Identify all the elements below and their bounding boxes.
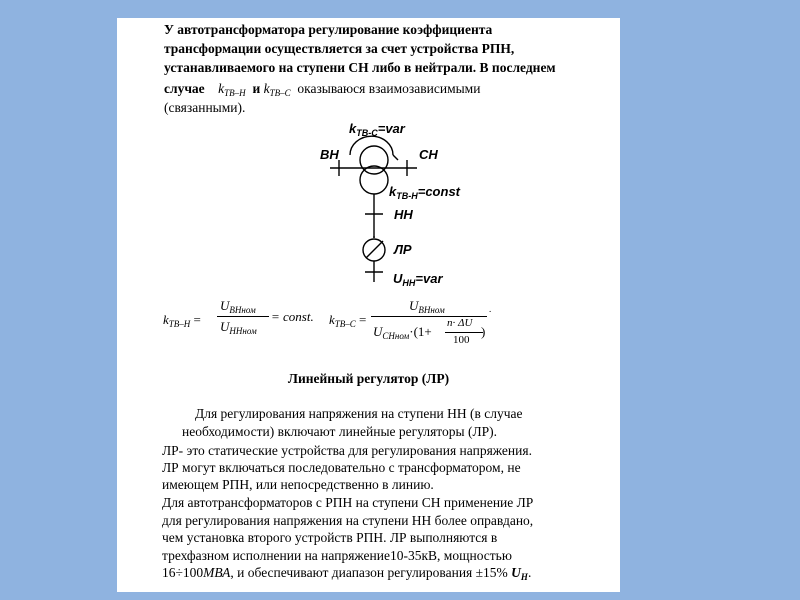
body-line-9: трехфазном исполнении на напряжение10-35кВ, мощностью (162, 548, 512, 563)
lr-arrow (366, 241, 383, 258)
fraction1-bar (217, 316, 269, 317)
section-title: Линейный регулятор (ЛР) (287, 371, 450, 386)
lr-label: ЛР (394, 242, 412, 257)
k-tvc-inline: $k_{ТВ-С}$ (263, 81, 291, 98)
const-text: = const. (271, 309, 314, 324)
k-tvc-formula-lhs: $k_{ТВ-С}$ = (329, 312, 367, 329)
vn-label: ВН (320, 147, 339, 162)
nn-label: НН (394, 207, 413, 222)
intro-case-word: случае (164, 81, 205, 96)
body-line-2: необходимости) включают линейные регуляторы (ЛР). (182, 424, 497, 439)
intro-and-word: и (252, 81, 261, 96)
intro-line-5: (связанными). (164, 100, 246, 115)
k-tvc-label: $k_{ТВ-С}=var$ (349, 121, 405, 138)
fraction1-numerator: $U_{ВНном}$ (220, 298, 256, 315)
intro-line-2: трансформации осуществляется за счет устройства РПН, (164, 41, 515, 56)
body-line-6: Для автотрансформаторов с РПН на ступени СН применение ЛР (162, 495, 534, 510)
fraction1-denominator: $U_{ННном}$ (220, 319, 257, 336)
k-tvn-label: $k_{ТВ-Н}=const$ (389, 184, 460, 201)
close-paren: ) (481, 324, 486, 339)
n-delta-u: n· ΔU (447, 317, 473, 329)
formula-dot: . (489, 304, 492, 314)
fraction2-numerator: $U_{ВНном}$ (409, 298, 445, 315)
k-tvn-formula-lhs: $k_{ТВ-Н}$ = (163, 312, 201, 329)
k-tvn-inline: $k_{ТВ-Н}$ (218, 81, 246, 98)
body-line-4: ЛР могут включаться последовательно с трансформатором, не (162, 460, 521, 475)
winding-tap-arrow (393, 155, 398, 160)
intro-line-3: устанавливаемого на ступени СН либо в нейтрали. В последнем (164, 60, 556, 75)
body-line-5: имеющем РПН, или непосредственно в линию. (162, 477, 434, 492)
body-line-10: 16÷100МВА, и обеспечивают диапазон регулирования ±15% $U_Н$. (162, 565, 532, 582)
body-line-7: для регулирования напряжения на ступени НН более оправдано, (162, 513, 534, 528)
slide-page (117, 18, 620, 592)
body-line-3: ЛР- это статические устройства для регулирования напряжения. (162, 443, 532, 458)
hundred: 100 (453, 334, 470, 346)
fraction2-denominator: $U_{СНном}\cdot(1+$ (373, 324, 432, 341)
intro-interdependent: оказываюся взаимозависимыми (297, 81, 481, 96)
body-line-1: Для регулирования напряжения на ступени НН (в случае (195, 406, 523, 421)
u-nn-label: $U_{НН}=var$ (393, 271, 443, 288)
sn-label: СН (419, 147, 438, 162)
intro-line-1: У автотрансформатора регулирование коэффициента (164, 22, 493, 37)
body-line-8: чем установка второго устройств РПН. ЛР выполняются в (162, 530, 498, 545)
lower-winding-circle (360, 166, 388, 194)
inner-fraction-bar (445, 332, 483, 333)
